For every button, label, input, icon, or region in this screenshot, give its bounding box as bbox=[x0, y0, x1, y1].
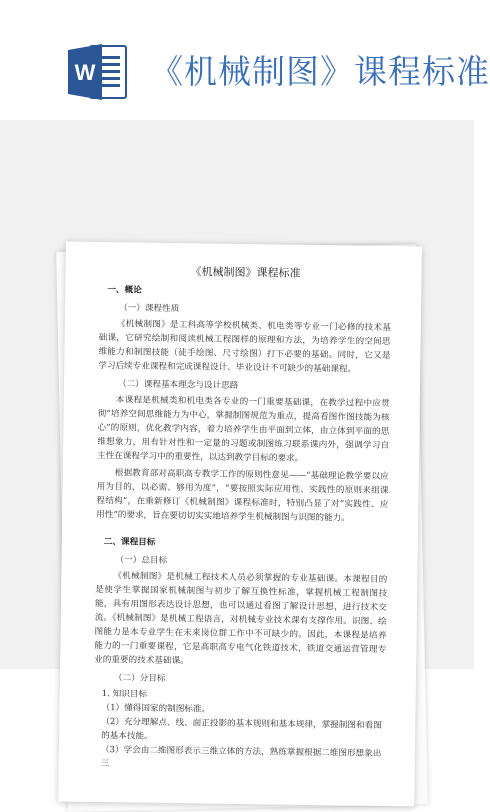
paragraph-overall-goal: 《机械制图》是机械工程技术人员必须掌握的专业基础课。本课程目的是使学生掌握国家机械制图与初步了解互换性标准，掌握机械工程制图技能，具有用图形表达设计思想，也可以通过看图了解设计思想，进行技术交流。《机械制图》是机械工程语言，对机械专业技术课有支撑作用。识图、绘图能力是本专业学生在未来岗位群工作中不可缺少的。因此，本课程是培养能力的一门重要课程，它是高职高专电气化铁道技术，铁道交通运营管理专业的重要的技术基础课。 bbox=[94, 571, 388, 667]
section-heading-goals: 二、课程目标 bbox=[103, 537, 156, 548]
svg-text:W: W bbox=[74, 60, 96, 85]
document-page bbox=[58, 242, 422, 807]
list-item: （2）充分理解点、线、面正投影的基本规则和基本规律，掌握制图和看图的基本技能。 bbox=[101, 717, 382, 742]
banner bbox=[0, 0, 490, 120]
list-item: 1. 知识目标 bbox=[101, 689, 148, 700]
list-item: （1）懂得国家的制图标准。 bbox=[101, 703, 211, 715]
subsection-heading-overall-goal: （一）总目标 bbox=[115, 555, 168, 566]
paragraph-philosophy-2: 根据教育部对高职高专教学工作的原则性意见——“基础理论教学要以应用为目的，以必需、够用为度”，“要按照实际应用性、实践性的原则来组课程结构”，在重新修订《机械制图》课程标准时，特别凸显了对“实践性、应用性”的要求，旨在要切切实实地培养学生机械制图与识图的能力。 bbox=[96, 468, 389, 524]
preview-area bbox=[0, 120, 474, 770]
paragraph-philosophy-1: 本课程是机械类和机电类各专业的一门重要基础课，在教学过程中应贯彻“培养空间思维能力为中心，掌握制图规范为重点，提高看图作图技能为核心”的原则，优化教学内容，着力培养学生由平面到立体，由立体到平面的思维想象力，用有针对性和一定量的习题或制图练习联系课内外，强调学习自主性在课程学习中的重要性，以达到教学目标的要求。 bbox=[96, 395, 390, 464]
section-heading-overview: 一、概论 bbox=[107, 285, 142, 296]
subsection-heading-sub-goals: （二）分目标 bbox=[113, 673, 166, 684]
document-title: 《机械制图》课程标准 bbox=[190, 265, 301, 280]
paragraph-nature: 《机械制图》是工科高等学校机械类、机电类等专业一门必修的技术基础课，它研究绘制和阅读机械工程图样的原理和方法，为培养学生的空间思维能力和制图技能（徒手绘图、尺寸绘图）打下必要的基础。同时，它又是学习后续专业课程和完成课程设计、毕业设计不可缺少的基础课程。 bbox=[98, 319, 391, 375]
word-document-icon bbox=[66, 40, 130, 104]
subsection-heading-philosophy: （二）课程基本理念与设计思路 bbox=[117, 379, 239, 391]
list-item: （3）学会由二维图形表示三维立体的方法，熟练掌握根据二维图形想象出三 bbox=[100, 745, 382, 770]
banner-title: 《机械制图》课程标准 bbox=[150, 52, 490, 91]
subsection-heading-nature: （一）课程性质 bbox=[119, 303, 180, 315]
